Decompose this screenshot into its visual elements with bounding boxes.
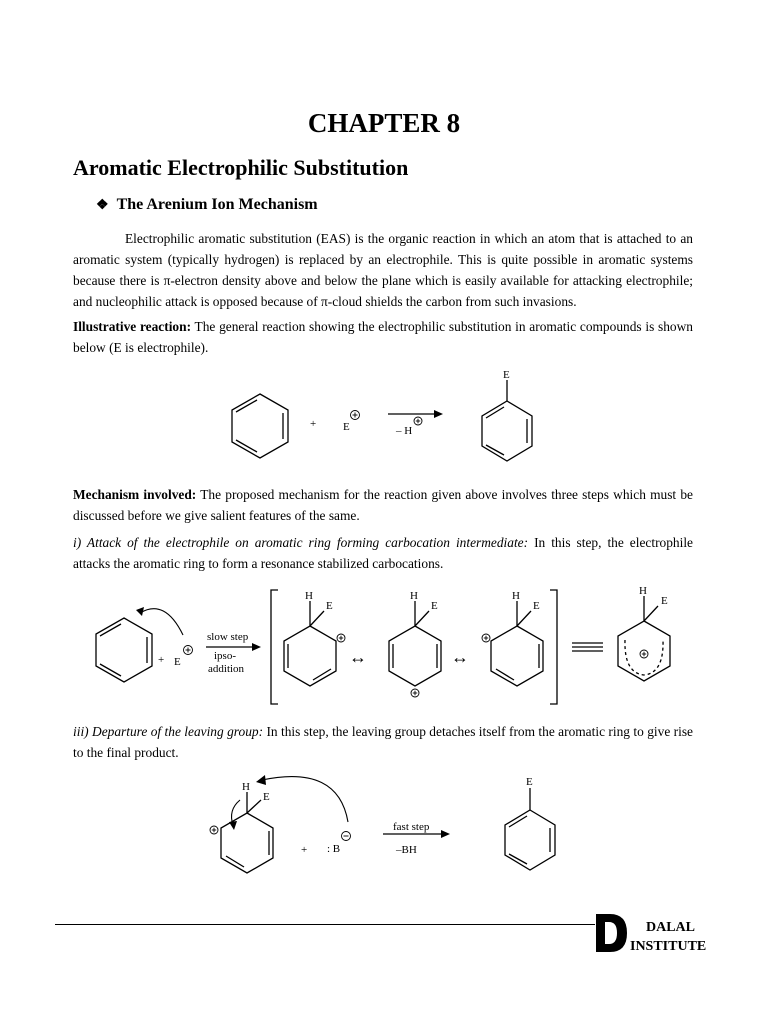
resonance-arrow-icon: ↔ bbox=[451, 647, 469, 667]
arenium-structure-3 bbox=[491, 601, 543, 686]
hydrogen-label: H bbox=[639, 585, 647, 597]
arrow-label-addition: addition bbox=[208, 663, 245, 675]
step1-text: In this step, the electrophile attacks the aromatic ring to form a resonance stabilized carbocations. bbox=[73, 535, 693, 571]
logo-line-dalal: DALAL bbox=[646, 920, 696, 935]
benzene-reactant bbox=[96, 618, 152, 682]
step3-label: iii) Departure of the leaving group: bbox=[73, 724, 264, 739]
electrophile-substituent: E bbox=[326, 600, 333, 612]
resonance-arrow-icon: ↔ bbox=[349, 647, 367, 667]
reaction-arenium-formation bbox=[0, 583, 768, 713]
reaction-arrow-icon bbox=[388, 410, 443, 418]
hydrogen-label: H bbox=[410, 590, 418, 602]
base-label: : B bbox=[327, 843, 341, 855]
mechanism-label: Mechanism involved: bbox=[73, 487, 197, 502]
plus-sign: + bbox=[158, 654, 165, 666]
arenium-intermediate bbox=[221, 792, 273, 873]
illustrative-text: The general reaction showing the electrophilic substitution in aromatic compounds is shown below (E is electrophile). bbox=[73, 319, 693, 355]
logo-line-institute: INSTITUTE bbox=[630, 939, 707, 954]
product-substituent-e: E bbox=[526, 776, 533, 788]
curved-base-arrow-icon bbox=[262, 777, 348, 822]
dalal-institute-logo bbox=[630, 918, 706, 956]
right-bracket bbox=[550, 590, 557, 704]
product-substituent-e: E bbox=[503, 369, 510, 381]
arenium-structure-1 bbox=[284, 601, 336, 686]
positive-charge-icon bbox=[411, 689, 419, 697]
substituted-benzene-product bbox=[505, 788, 555, 870]
reaction-general-eas bbox=[0, 365, 768, 475]
arrow-label-fast-step: fast step bbox=[393, 821, 430, 833]
hydrogen-label: H bbox=[305, 590, 313, 602]
hydrogen-label: H bbox=[512, 590, 520, 602]
arenium-structure-2 bbox=[389, 601, 441, 686]
section-title: Aromatic Electrophilic Substitution bbox=[73, 155, 409, 180]
illustrative-label: Illustrative reaction: bbox=[73, 319, 192, 334]
positive-charge-icon bbox=[184, 646, 193, 655]
step1-label: i) Attack of the electrophile on aromatic ring forming carbocation intermediate: bbox=[73, 535, 529, 550]
reaction-deprotonation bbox=[0, 770, 768, 890]
arrow-label-minus-bh: –BH bbox=[396, 844, 417, 856]
plus-sign: + bbox=[310, 418, 317, 430]
dalal-logo-d-icon bbox=[594, 912, 628, 954]
illustrative-paragraph bbox=[73, 316, 693, 358]
mechanism-paragraph bbox=[73, 484, 693, 526]
substituted-benzene-product bbox=[482, 380, 532, 461]
positive-charge-icon bbox=[351, 411, 360, 420]
hydrogen-label: H bbox=[242, 781, 250, 793]
positive-charge-icon bbox=[414, 417, 422, 425]
left-bracket bbox=[271, 590, 278, 704]
step3-paragraph bbox=[73, 721, 693, 763]
electrophile-substituent: E bbox=[263, 791, 270, 803]
step1-paragraph bbox=[73, 532, 693, 574]
negative-charge-icon bbox=[342, 832, 351, 841]
footer-rule bbox=[55, 924, 595, 925]
mechanism-text: The proposed mechanism for the reaction given above involves three steps which must be discussed before we give salient features of the same. bbox=[73, 487, 693, 523]
positive-charge-icon bbox=[482, 634, 490, 642]
electrophile-label: E bbox=[343, 421, 350, 433]
electrophile-substituent: E bbox=[661, 595, 668, 607]
diamond-bullet-icon: ❖ bbox=[96, 198, 109, 213]
benzene-reactant bbox=[232, 394, 288, 458]
intro-paragraph: Electrophilic aromatic substitution (EAS) is the organic reaction in which an atom that is attached to an aromatic system (typically hydrogen) is replaced by an electrophile. This is quite possible in aromatic systems because there is π-electron density above and below the plane which is easily available for attacking electrophile; and nucleophilic attack is opposed because of π-cloud shields the carbon from such invasions. bbox=[73, 231, 693, 309]
equivalence-sign-icon bbox=[572, 643, 603, 651]
electrophile-label: E bbox=[174, 656, 181, 668]
electrophile-substituent: E bbox=[533, 600, 540, 612]
arrow-label-slow-step: slow step bbox=[207, 631, 249, 643]
chapter-heading: CHAPTER 8 bbox=[307, 108, 461, 138]
step3-text: In this step, the leaving group detaches itself from the aromatic ring to give rise to the final product. bbox=[73, 724, 693, 760]
arenium-hybrid-structure bbox=[618, 596, 670, 681]
electrophile-substituent: E bbox=[431, 600, 438, 612]
positive-charge-icon bbox=[640, 650, 648, 658]
subsection-title-text: The Arenium Ion Mechanism bbox=[116, 196, 318, 213]
plus-sign: + bbox=[301, 844, 308, 856]
positive-charge-icon bbox=[337, 634, 345, 642]
subsection-title bbox=[96, 196, 318, 214]
positive-charge-icon bbox=[210, 826, 218, 834]
arrow-label-ipso: ipso- bbox=[214, 650, 236, 662]
arrow-label-minus-h: – H bbox=[396, 425, 413, 437]
